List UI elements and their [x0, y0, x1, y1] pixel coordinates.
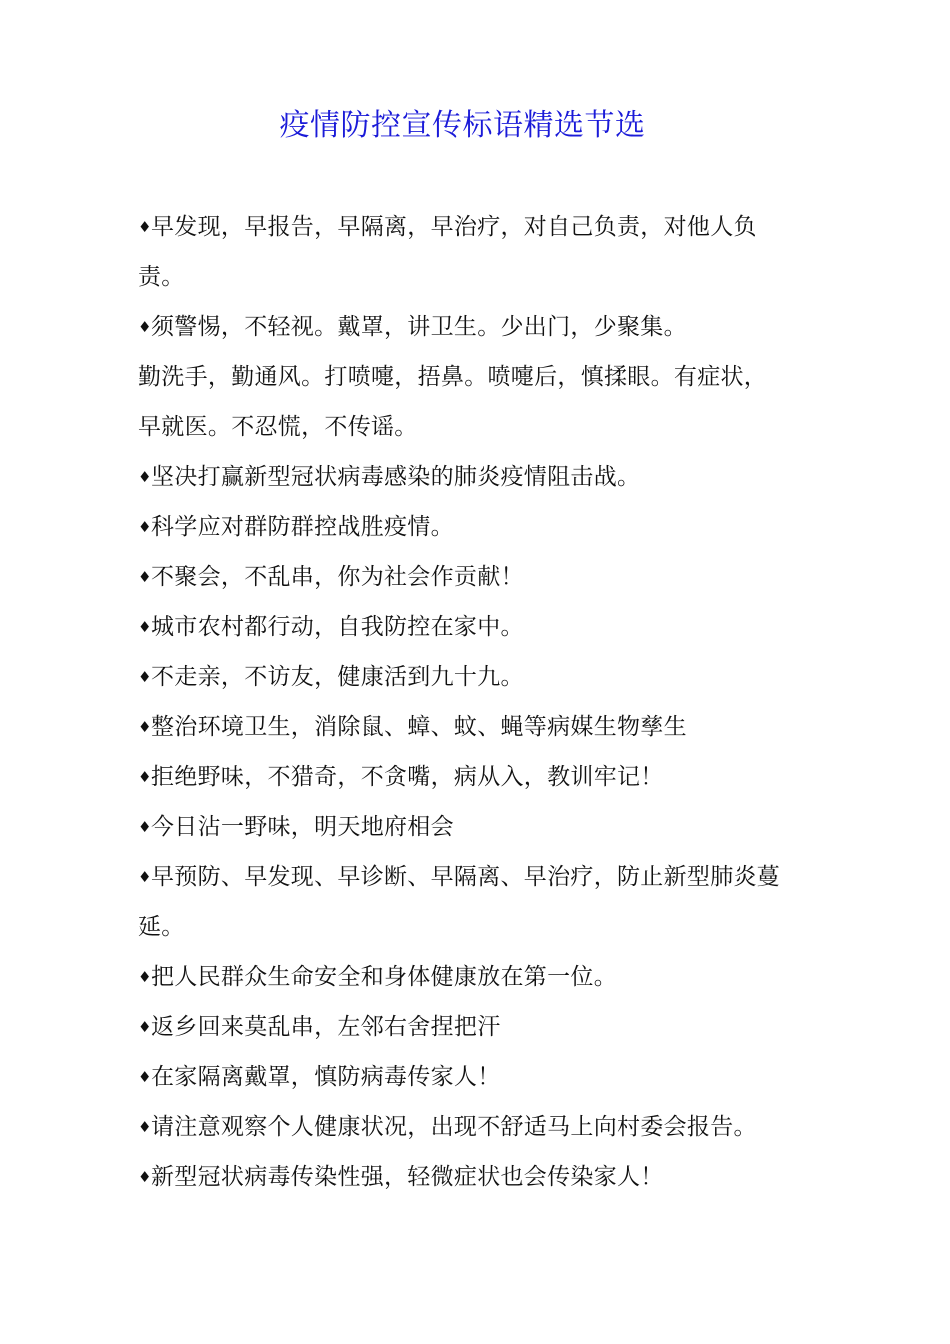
diamond-bullet-icon: ♦: [138, 1068, 152, 1086]
slogan-text: 在家隔离戴罩，慎防病毒传家人！: [151, 1064, 501, 1090]
slogan-line: [138, 608, 828, 658]
diamond-bullet-icon: ♦: [138, 318, 152, 336]
slogan-text: 返乡回来莫乱串，左邻右舍捏把汗: [151, 1014, 501, 1040]
slogan-text: 勤洗手，勤通风。打喷嚏，捂鼻。喷嚏后，慎揉眼。有症状，: [138, 364, 768, 390]
diamond-bullet-icon: ♦: [138, 868, 152, 886]
slogan-line: [138, 1108, 828, 1158]
slogan-text: 把人民群众生命安全和身体健康放在第一位。: [151, 964, 617, 990]
diamond-bullet-icon: ♦: [138, 468, 152, 486]
slogan-list: [138, 208, 828, 1208]
diamond-bullet-icon: ♦: [138, 568, 152, 586]
diamond-bullet-icon: ♦: [138, 718, 152, 736]
slogan-text: 拒绝野味，不猎奇，不贪嘴，病从入，教训牢记！: [151, 764, 664, 790]
slogan-line: [138, 208, 828, 258]
slogan-line: [138, 708, 828, 758]
slogan-text: 今日沾一野味，明天地府相会: [151, 814, 454, 840]
slogan-line-continuation: [138, 358, 828, 408]
slogan-text: 不聚会，不乱串，你为社会作贡献！: [151, 564, 524, 590]
slogan-text: 城市农村都行动，自我防控在家中。: [151, 614, 524, 640]
slogan-line: [138, 858, 828, 908]
diamond-bullet-icon: ♦: [138, 518, 152, 536]
diamond-bullet-icon: ♦: [138, 1118, 152, 1136]
slogan-line: [138, 1158, 828, 1208]
diamond-bullet-icon: ♦: [138, 218, 152, 236]
slogan-text: 科学应对群防群控战胜疫情。: [151, 514, 454, 540]
slogan-line: [138, 1058, 828, 1108]
document-title: 疫情防控宣传标语精选节选: [279, 108, 646, 143]
slogan-line: [138, 758, 828, 808]
slogan-text: 早预防、早发现、早诊断、早隔离、早治疗，防止新型肺炎蔓: [151, 864, 781, 890]
slogan-line-continuation: [138, 408, 828, 458]
slogan-line: [138, 808, 828, 858]
diamond-bullet-icon: ♦: [138, 1018, 152, 1036]
slogan-line: [138, 508, 828, 558]
slogan-text: 须警惕，不轻视。戴罩，讲卫生。少出门，少聚集。: [151, 314, 687, 340]
slogan-text: 责。: [138, 264, 185, 290]
slogan-line: [138, 1008, 828, 1058]
diamond-bullet-icon: ♦: [138, 1168, 152, 1186]
slogan-text: 坚决打赢新型冠状病毒感染的肺炎疫情阻击战。: [151, 464, 641, 490]
slogan-text: 请注意观察个人健康状况，出现不舒适马上向村委会报告。: [151, 1114, 757, 1140]
slogan-line: [138, 458, 828, 508]
slogan-text: 早发现，早报告，早隔离，早治疗，对自己负责，对他人负: [151, 214, 757, 240]
diamond-bullet-icon: ♦: [138, 768, 152, 786]
slogan-line-continuation: [138, 908, 828, 958]
diamond-bullet-icon: ♦: [138, 618, 152, 636]
diamond-bullet-icon: ♦: [138, 968, 152, 986]
diamond-bullet-icon: ♦: [138, 818, 152, 836]
slogan-text: 整治环境卫生，消除鼠、蟑、蚊、蝇等病媒生物孳生: [151, 714, 687, 740]
diamond-bullet-icon: ♦: [138, 668, 152, 686]
slogan-text: 不走亲，不访友，健康活到九十九。: [151, 664, 524, 690]
slogan-text: 新型冠状病毒传染性强，轻微症状也会传染家人！: [151, 1164, 664, 1190]
slogan-text: 延。: [138, 914, 185, 940]
slogan-line: [138, 658, 828, 708]
slogan-text: 早就医。不忍慌，不传谣。: [138, 414, 418, 440]
slogan-line-continuation: [138, 258, 828, 308]
slogan-line: [138, 308, 828, 358]
slogan-line: [138, 558, 828, 608]
slogan-line: [138, 958, 828, 1008]
